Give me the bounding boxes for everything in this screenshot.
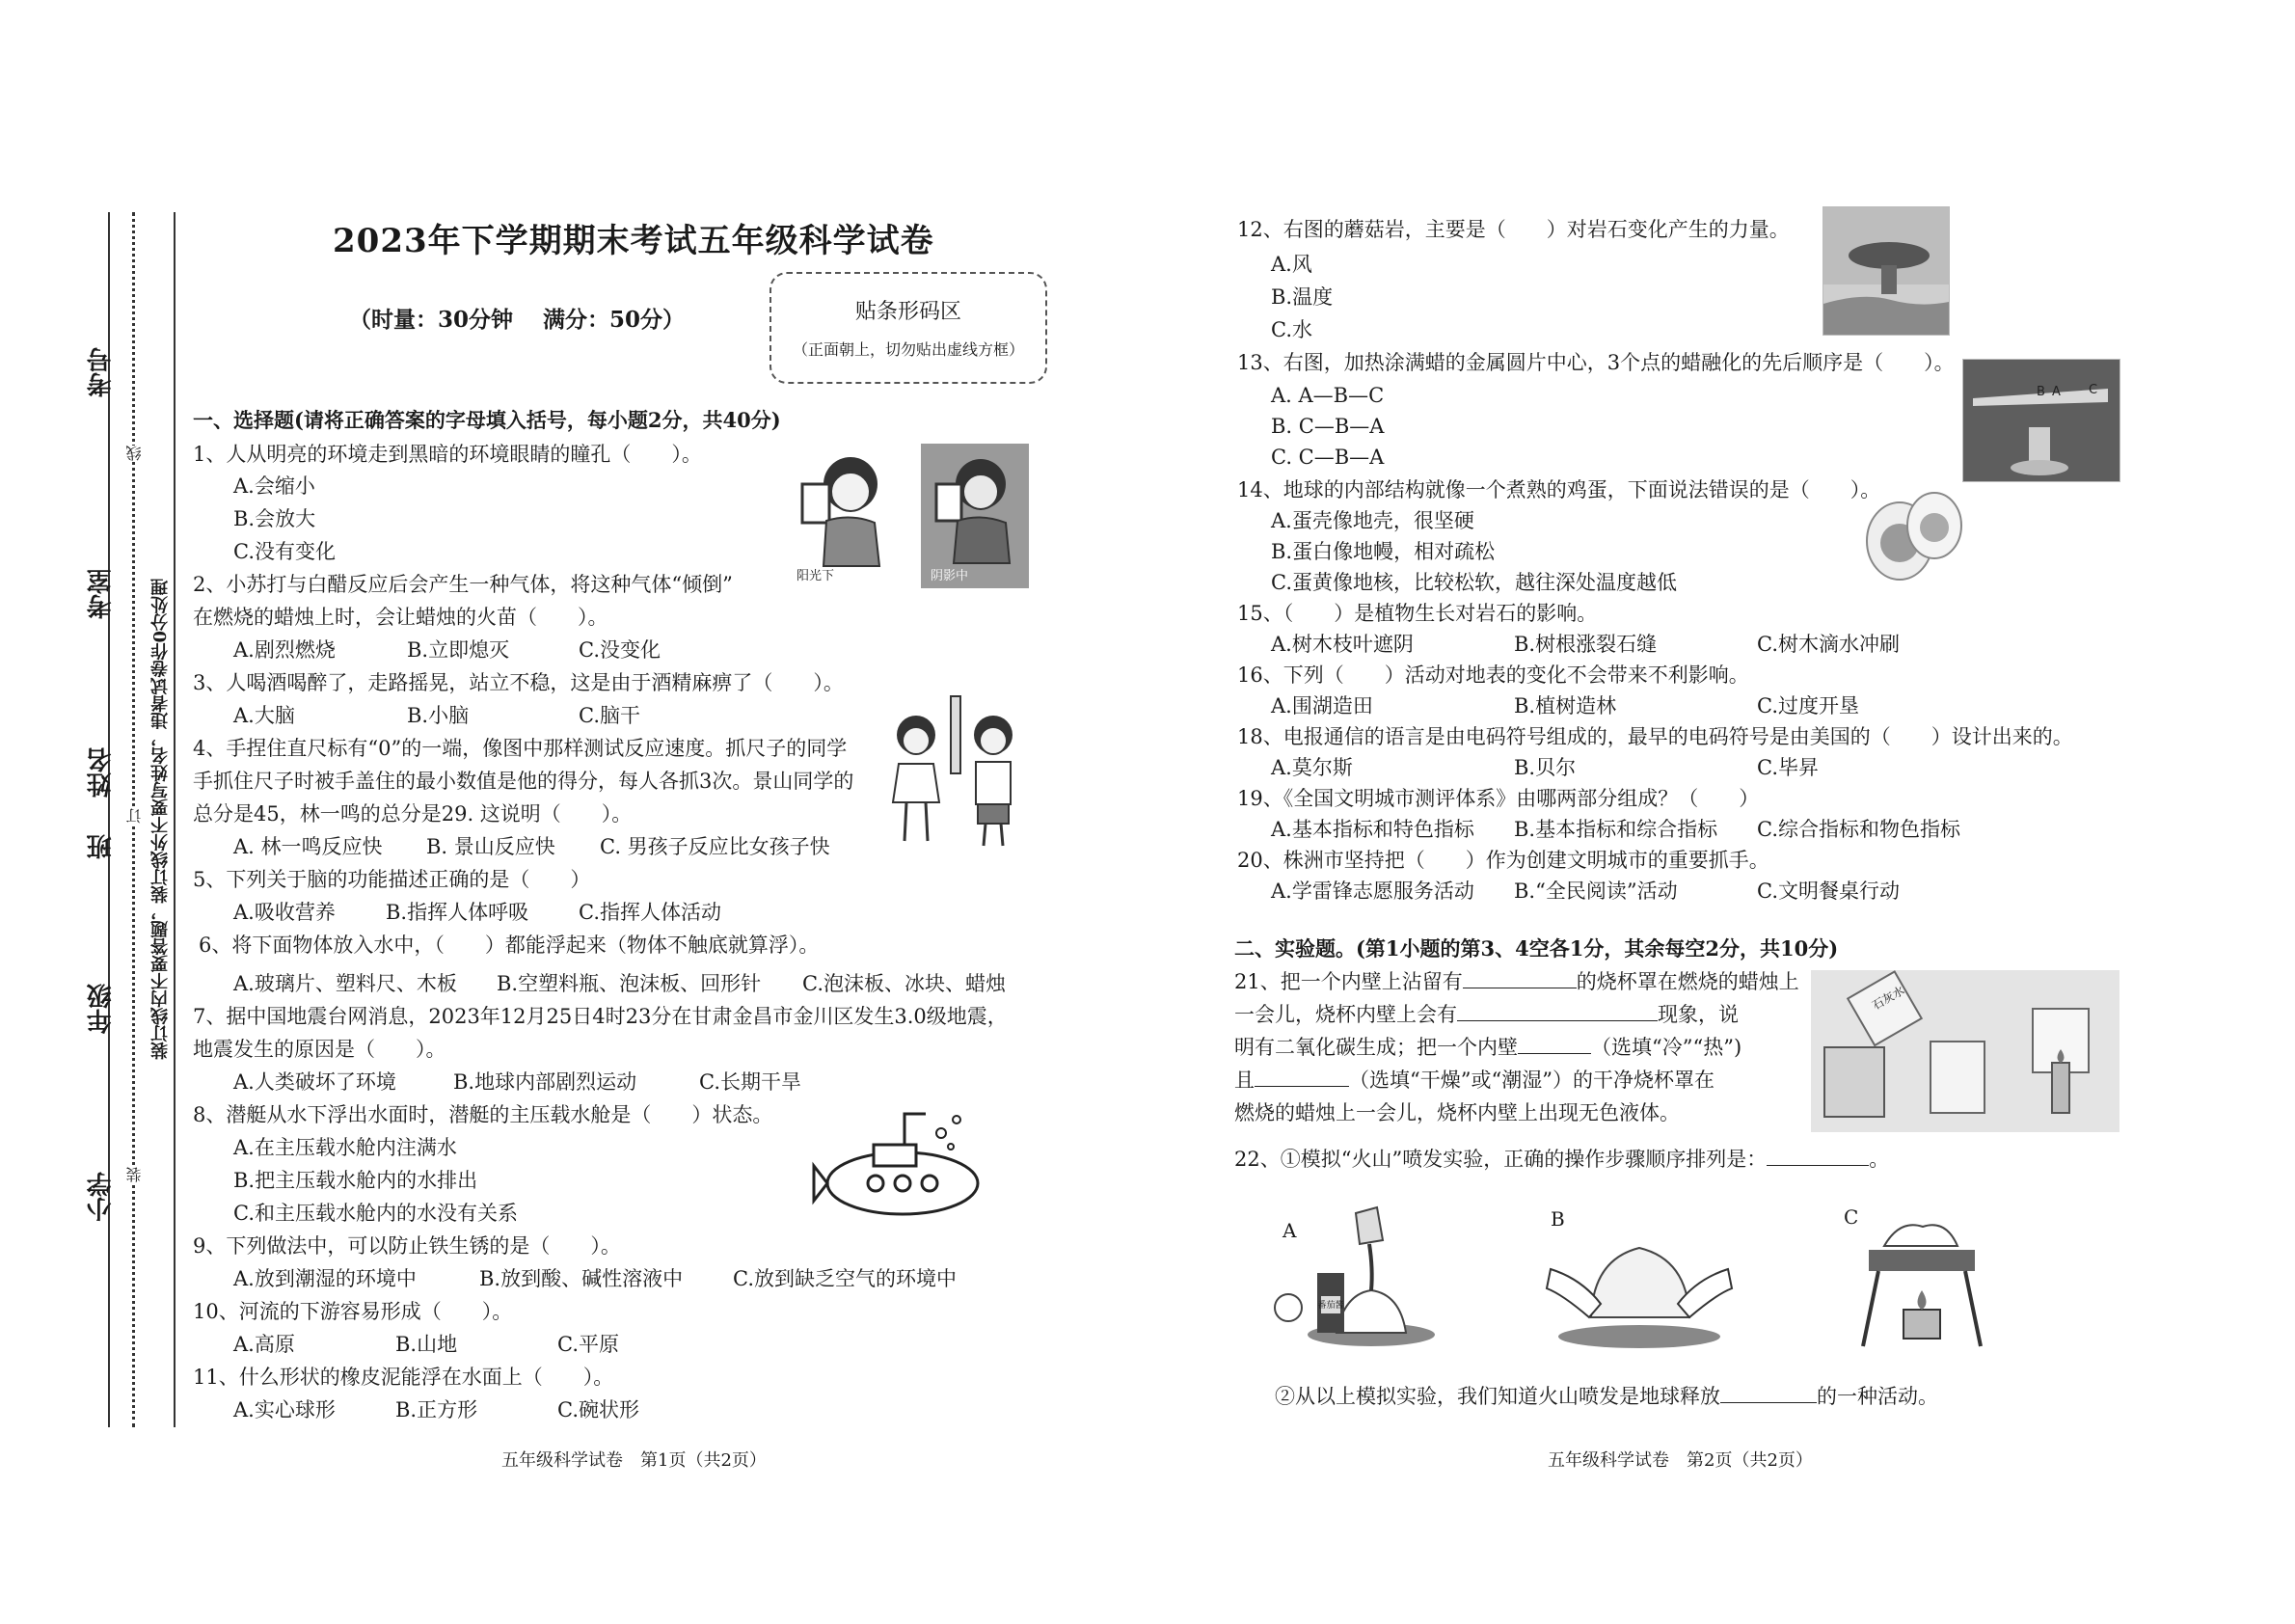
exam-time-score: （时量：30分钟 满分：50分） (349, 307, 686, 333)
q11-option-b: B.正方形 (395, 1398, 478, 1421)
q22-blank-2[interactable] (1720, 1381, 1817, 1403)
q5-option-c: C.指挥人体活动 (579, 901, 721, 924)
question-2-line2: 在燃烧的蜡烛上时，会让蜡烛的火苗（ ）。 (193, 606, 608, 629)
question-7-line1: 7、据中国地震台网消息，2023年12月25日4时23分在甘肃金昌市金川区发生3.0级地震， (193, 1005, 1008, 1028)
q12-option-b: B.温度 (1271, 285, 1334, 309)
cut-label-line: 线 (125, 446, 144, 461)
binding-rule-inner (174, 212, 176, 1427)
q9-option-b: B.放到酸、碱性溶液中 (479, 1267, 684, 1290)
field-school-label: 小学 (87, 1172, 116, 1222)
q1-label-sunlight: 阳光下 (796, 569, 835, 583)
q13-option-b: B. C—B—A (1271, 415, 1385, 438)
q21-blank-2[interactable] (1457, 999, 1658, 1021)
q6-option-c: C.泡沫板、冰块、蜡烛 (802, 972, 1006, 995)
question-22-line1 (1234, 1144, 1889, 1175)
q21-text-1a: 21、把一个内壁上沾留有 (1234, 970, 1463, 993)
q4-option-a: A. 林一鸣反应快 (233, 835, 383, 858)
question-20: 20、株洲市坚持把（ ）作为创建文明城市的重要抓手。 (1237, 849, 1769, 872)
q7-option-b: B.地球内部剧烈运动 (453, 1070, 637, 1094)
q22-label-a: A (1282, 1219, 1297, 1242)
q21-text-3b: （选填“冷”“热”) (1591, 1036, 1742, 1059)
question-21-line2 (1234, 999, 1739, 1030)
q16-option-a: A.围湖造田 (1271, 694, 1373, 717)
q22-text-2b: 的一种活动。 (1817, 1385, 1938, 1408)
question-4-line2: 手抓住尺子时被手盖住的最小数值是他的得分，每人各抓3次。景山同学的 (193, 770, 854, 793)
q20-option-c: C.文明餐桌行动 (1757, 880, 1900, 903)
field-exam-number-slot (108, 212, 110, 338)
q12-option-a: A.风 (1271, 253, 1312, 276)
q9-option-c: C.放到缺乏空气的环境中 (733, 1267, 957, 1290)
barcode-area-title: 贴条形码区 (854, 300, 961, 324)
q14-boiled-egg-image (1861, 487, 1967, 585)
field-name-label: 姓名 (87, 747, 116, 798)
question-15: 15、（ ）是植物生长对岩石的影响。 (1237, 602, 1598, 625)
footer-left: 五年级科学试卷 第1页（共2页） (501, 1450, 767, 1471)
q2-option-a: A.剧烈燃烧 (233, 638, 336, 662)
q1-option-c: C.没有变化 (233, 540, 336, 563)
q22-blank-1[interactable] (1767, 1144, 1869, 1166)
q15-option-b: B.树根涨裂石缝 (1514, 633, 1658, 656)
q1-illustration-shade (921, 444, 1029, 588)
q20-option-b: B.“全民阅读”活动 (1514, 880, 1678, 903)
q19-option-a: A.基本指标和特色指标 (1271, 818, 1474, 841)
question-2-line1: 2、小苏打与白醋反应后会产生一种气体，将这种气体“倾倒” (193, 573, 733, 596)
q13-heated-metal-photo (1962, 359, 2120, 482)
q13-label-a: A (2052, 385, 2061, 399)
q21-blank-3[interactable] (1518, 1032, 1591, 1054)
q15-option-a: A.树木枝叶遮阴 (1271, 633, 1414, 656)
q1-label-shade: 阴影中 (931, 569, 969, 583)
q22-step-a-illustration (1263, 1202, 1446, 1356)
q13-option-c: C. C—B—A (1271, 446, 1385, 469)
q21-text-3a: 明有二氧化碳生成；把一个内壁 (1234, 1036, 1518, 1059)
q12-option-c: C.水 (1271, 318, 1312, 341)
q1-option-b: B.会放大 (233, 507, 316, 530)
q21-text-2b: 现象，说 (1658, 1003, 1739, 1026)
q4-option-b: B. 景山反应快 (426, 835, 555, 858)
q10-option-b: B.山地 (395, 1333, 458, 1356)
q9-option-a: A.放到潮湿的环境中 (233, 1267, 417, 1290)
q10-option-c: C.平原 (557, 1333, 619, 1356)
question-8: 8、潜艇从水下浮出水面时，潜艇的主压载水舱是（ ）状态。 (193, 1103, 773, 1126)
q3-option-b: B.小脑 (407, 704, 470, 727)
question-3: 3、人喝酒喝醉了，走路摇晃，站立不稳，这是由于酒精麻痹了（ ）。 (193, 671, 844, 694)
question-10: 10、河流的下游容易形成（ ）。 (193, 1300, 513, 1323)
q13-label-b: B (2037, 385, 2045, 399)
q18-option-a: A.莫尔斯 (1271, 756, 1353, 779)
field-grade-label: 年级 (87, 984, 116, 1034)
question-21-line1 (1234, 966, 1799, 997)
q8-option-b: B.把主压载水舱内的水排出 (233, 1169, 478, 1192)
q22-text-2a: ②从以上模拟实验，我们知道火山喷发是地球释放 (1275, 1385, 1720, 1408)
q22-label-b: B (1551, 1207, 1565, 1231)
question-22-line2 (1275, 1381, 1938, 1412)
question-12: 12、右图的蘑菇岩，主要是（ ）对岩石变化产生的力量。 (1237, 218, 1790, 241)
q21-text-1b: 的烧杯罩在燃烧的蜡烛上 (1576, 970, 1799, 993)
q21-text-4a: 且 (1234, 1069, 1255, 1092)
q21-text-4b: （选填“干燥”或“潮湿”）的干净烧杯罩在 (1349, 1069, 1714, 1092)
field-class-label: 班 (87, 834, 116, 859)
question-14: 14、地球的内部结构就像一个煮熟的鸡蛋，下面说法错误的是（ ）。 (1237, 478, 1881, 501)
cut-label-staple: 订 (125, 808, 144, 824)
binding-margin (0, 0, 183, 1624)
q22-label-bottle: 番茄酱 (1317, 1301, 1344, 1311)
binding-warning: 装订线内不要答题，装订线外不要写姓名，违者试卷作0分处理 (150, 579, 171, 1060)
q6-option-b: B.空塑料瓶、泡沫板、回形针 (497, 972, 762, 995)
q20-option-a: A.学雷锋志愿服务活动 (1271, 880, 1474, 903)
q22-step-b-illustration (1543, 1202, 1736, 1356)
question-21-line4 (1234, 1065, 1714, 1096)
q3-option-c: C.脑干 (579, 704, 640, 727)
q7-option-a: A.人类破坏了环境 (233, 1070, 396, 1094)
q22-text-1: 22、①模拟“火山”喷发实验，正确的操作步骤顺序排列是： (1234, 1148, 1768, 1171)
q15-option-c: C.树木滴水冲刷 (1757, 633, 1900, 656)
question-16: 16、下列（ ）活动对地表的变化不会带来不利影响。 (1237, 663, 1749, 687)
q1-illustration-sunlight (783, 446, 899, 588)
q2-option-c: C.没变化 (579, 638, 661, 662)
q19-option-b: B.基本指标和综合指标 (1514, 818, 1718, 841)
section2-heading: 二、实验题。(第1小题的第3、4空各1分，其余每空2分，共10分) (1234, 936, 1839, 961)
q6-option-a: A.玻璃片、塑料尺、木板 (233, 972, 457, 995)
q18-option-c: C.毕昇 (1757, 756, 1819, 779)
field-exam-room-label: 考室 (87, 569, 116, 619)
footer-right: 五年级科学试卷 第2页（共2页） (1548, 1450, 1813, 1471)
cut-label-bind: 装 (125, 1167, 144, 1182)
q1-option-a: A.会缩小 (233, 474, 315, 498)
q2-option-b: B.立即熄灭 (407, 638, 510, 662)
section1-heading: 一、选择题(请将正确答案的字母填入括号，每小题2分，共40分) (193, 408, 781, 432)
q22-label-c: C (1844, 1205, 1859, 1229)
q8-option-c: C.和主压载水舱内的水没有关系 (233, 1202, 518, 1225)
question-7-line2: 地震发生的原因是（ ）。 (193, 1038, 446, 1061)
q8-illustration-submarine (806, 1095, 999, 1230)
q5-option-a: A.吸收营养 (233, 901, 336, 924)
question-19: 19、《全国文明城市测评体系》由哪两部分组成？（ ） (1237, 787, 1760, 810)
q22-step-c-illustration (1840, 1202, 2004, 1356)
q16-option-c: C.过度开垦 (1757, 694, 1859, 717)
question-18: 18、电报通信的语言是由电码符号组成的，最早的电码符号是由美国的（ ）设计出来的。 (1237, 725, 2073, 748)
q12-mushroom-rock-photo (1822, 206, 1950, 336)
q13-option-a: A. A—B—C (1271, 384, 1385, 407)
q22-text-1-end: 。 (1869, 1148, 1890, 1171)
q8-option-a: A.在主压载水舱内注满水 (233, 1136, 457, 1159)
q16-option-b: B.植树造林 (1514, 694, 1617, 717)
q11-option-c: C.碗状形 (557, 1398, 639, 1421)
q21-label-limewater: 石灰水 (1870, 983, 1907, 1013)
barcode-area (770, 272, 1047, 384)
q14-option-b: B.蛋白像地幔，相对疏松 (1271, 540, 1496, 563)
q10-option-a: A.高原 (233, 1333, 295, 1356)
question-21-line3 (1234, 1032, 1742, 1063)
question-5: 5、下列关于脑的功能描述正确的是（ ） (193, 868, 591, 891)
q3-option-a: A.大脑 (233, 704, 295, 727)
q4-illustration-ruler-test (878, 687, 1041, 851)
exam-title: 2023年下学期期末考试五年级科学试卷 (333, 222, 934, 260)
question-4-line3: 总分是45，林一鸣的总分是29. 这说明（ ）。 (193, 802, 633, 826)
q13-label-c: C (2089, 383, 2098, 397)
question-11: 11、什么形状的橡皮泥能浮在水面上（ ）。 (193, 1366, 614, 1389)
q14-option-c: C.蛋黄像地核，比较松软，越往深处温度越低 (1271, 571, 1677, 594)
q21-text-2a: 一会儿，烧杯内壁上会有 (1234, 1003, 1457, 1026)
q19-option-c: C.综合指标和物色指标 (1757, 818, 1960, 841)
field-exam-number-label: 考号 (87, 347, 116, 397)
q21-beaker-illustration (1811, 970, 2120, 1132)
question-4-line1: 4、手捏住直尺标有“0”的一端，像图中那样测试反应速度。抓尺子的同学 (193, 737, 848, 760)
q21-blank-1[interactable] (1463, 966, 1577, 988)
q5-option-b: B.指挥人体呼吸 (386, 901, 529, 924)
question-21-line5: 燃烧的蜡烛上一会儿，烧杯内壁上出现无色液体。 (1234, 1101, 1680, 1124)
q14-option-a: A.蛋壳像地壳，很坚硬 (1271, 509, 1474, 532)
q21-blank-4[interactable] (1255, 1065, 1349, 1087)
q18-option-b: B.贝尔 (1514, 756, 1577, 779)
q11-option-a: A.实心球形 (233, 1398, 336, 1421)
barcode-area-note: （正面朝上，切勿贴出虚线方框） (792, 340, 1024, 359)
q7-option-c: C.长期干旱 (699, 1070, 801, 1094)
question-1: 1、人从明亮的环境走到黑暗的环境眼睛的瞳孔（ ）。 (193, 443, 702, 466)
q4-option-c: C. 男孩子反应比女孩子快 (600, 835, 830, 858)
question-9: 9、下列做法中，可以防止铁生锈的是（ ）。 (193, 1234, 621, 1258)
question-6: 6、将下面物体放入水中，（ ）都能浮起来（物体不触底就算浮）。 (199, 934, 820, 957)
question-13: 13、右图，加热涂满蜡的金属圆片中心，3个点的蜡融化的先后顺序是（ ）。 (1237, 351, 1955, 374)
